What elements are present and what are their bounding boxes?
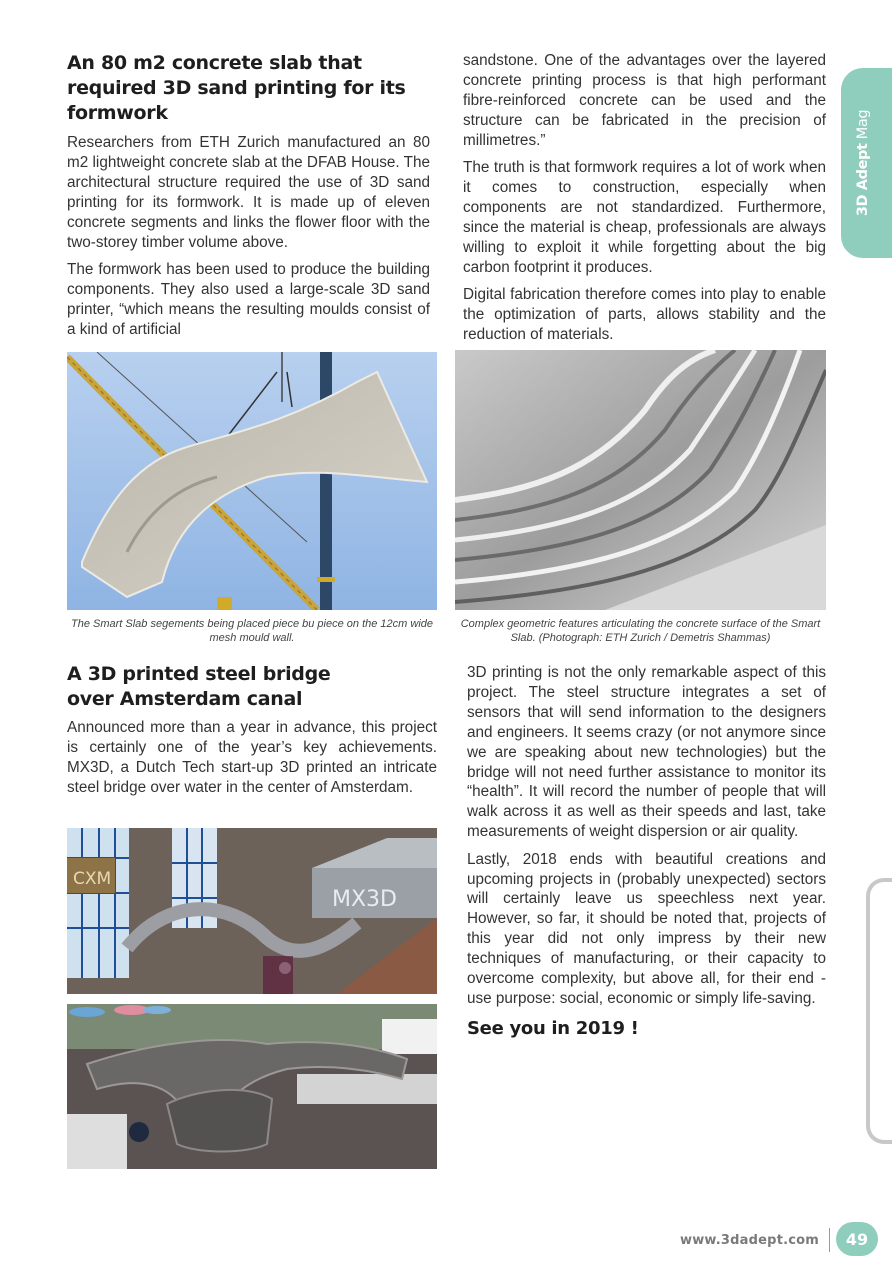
article2-right-column: [467, 663, 826, 1047]
article1-paragraph: Researchers from ETH Zurich manufactured an 80 m2 lightweight concrete slab at the DFAB House. The architectural structure required the use of 3D sand printing for its formwork. It is made up of eleven concrete segments and links the flower floor with the two-storey timber volume above.: [67, 134, 430, 251]
brand-regular: Mag: [855, 109, 871, 144]
brand-bold: 3D Adept: [855, 143, 871, 217]
footer-website-url: www.3dadept.com: [680, 1233, 820, 1248]
article1-right-column: [463, 51, 826, 352]
closing-line: See you in 2019 !: [467, 1018, 639, 1040]
magazine-side-tab: [841, 68, 892, 258]
concrete-surface-photo: [455, 350, 826, 610]
footer-divider: [829, 1228, 830, 1252]
slab-crane-illustration: [67, 352, 437, 610]
article2-paragraph: Announced more than a year in advance, this project is certainly one of the year’s key achievements. MX3D, a Dutch Tech start-up 3D printed an intricate steel bridge over water in the center of Amsterdam.: [67, 719, 437, 796]
bridge-illustration: [67, 1004, 437, 1169]
concrete-surface-caption: Complex geometric features articulating the concrete surface of the Smart Slab. (Photograph: ETH Zurich / Demetris Shammas): [460, 618, 821, 644]
article2-heading: A 3D printed steel bridge over Amsterdam canal: [67, 663, 331, 710]
article1-paragraph: The truth is that formwork requires a lot of work when it comes to construction, especially when components are not standardized. Furthermore, since the material is cheap, professionals are always willing to exploit it while forgetting about the big carbon footprint it produces.: [463, 159, 826, 276]
decorative-side-bracket: [866, 878, 892, 1144]
article1-paragraph: Digital fabrication therefore comes into play to enable the optimization of parts, allows stability and the reduction of materials.: [463, 285, 826, 343]
workshop-illustration: [67, 828, 437, 994]
article1-heading: An 80 m2 concrete slab that required 3D sand printing for its formwork: [67, 52, 406, 124]
article1-left-column: [67, 51, 430, 347]
slab-crane-photo: [67, 352, 437, 610]
article2-paragraph: 3D printing is not the only remarkable aspect of this project. The steel structure integrates a set of sensors that will send information to the designers and engineers. It seems crazy (or not anymore since we are speaking about new technologies) but the bridge will not need further assistance to monitor its “health”. It will record the number of people that will walk across it as well as their speeds and last, take measurements of weight dispersion or air quality.: [467, 664, 826, 841]
article2-left-column: [67, 662, 437, 805]
page-number-badge: 49: [836, 1222, 878, 1256]
mx3d-workshop-photo: [67, 828, 437, 994]
mx3d-sign: MX3D: [332, 887, 397, 912]
article2-paragraph: Lastly, 2018 ends with beautiful creations and upcoming projects in (probably unexpected) sectors will certainly leave us speechless next year. However, so far, it should be noted that, projects of this year did not only impress by their new techniques of manufacturing, or their capacity to overcome complexity, but above all, for their end -use purpose: social, economic or simply life-saving.: [467, 850, 826, 1007]
cxm-sign: CXM: [73, 869, 112, 889]
article1-paragraph: The formwork has been used to produce the building components. They also used a large-scale 3D sand printer, “which means the resulting moulds consist of a kind of artificial: [67, 260, 430, 338]
concrete-surface-illustration: [455, 350, 826, 610]
article1-paragraph: sandstone. One of the advantages over the layered concrete printing process is that high performant fibre-reinforced concrete can be used and the structure can be fabricated in the precision of millimetres.”: [463, 52, 826, 149]
magazine-brand-label: [855, 110, 871, 216]
mx3d-bridge-photo: [67, 1004, 437, 1169]
slab-crane-caption: The Smart Slab segements being placed piece bu piece on the 12cm wide mesh mould wall.: [71, 618, 433, 644]
